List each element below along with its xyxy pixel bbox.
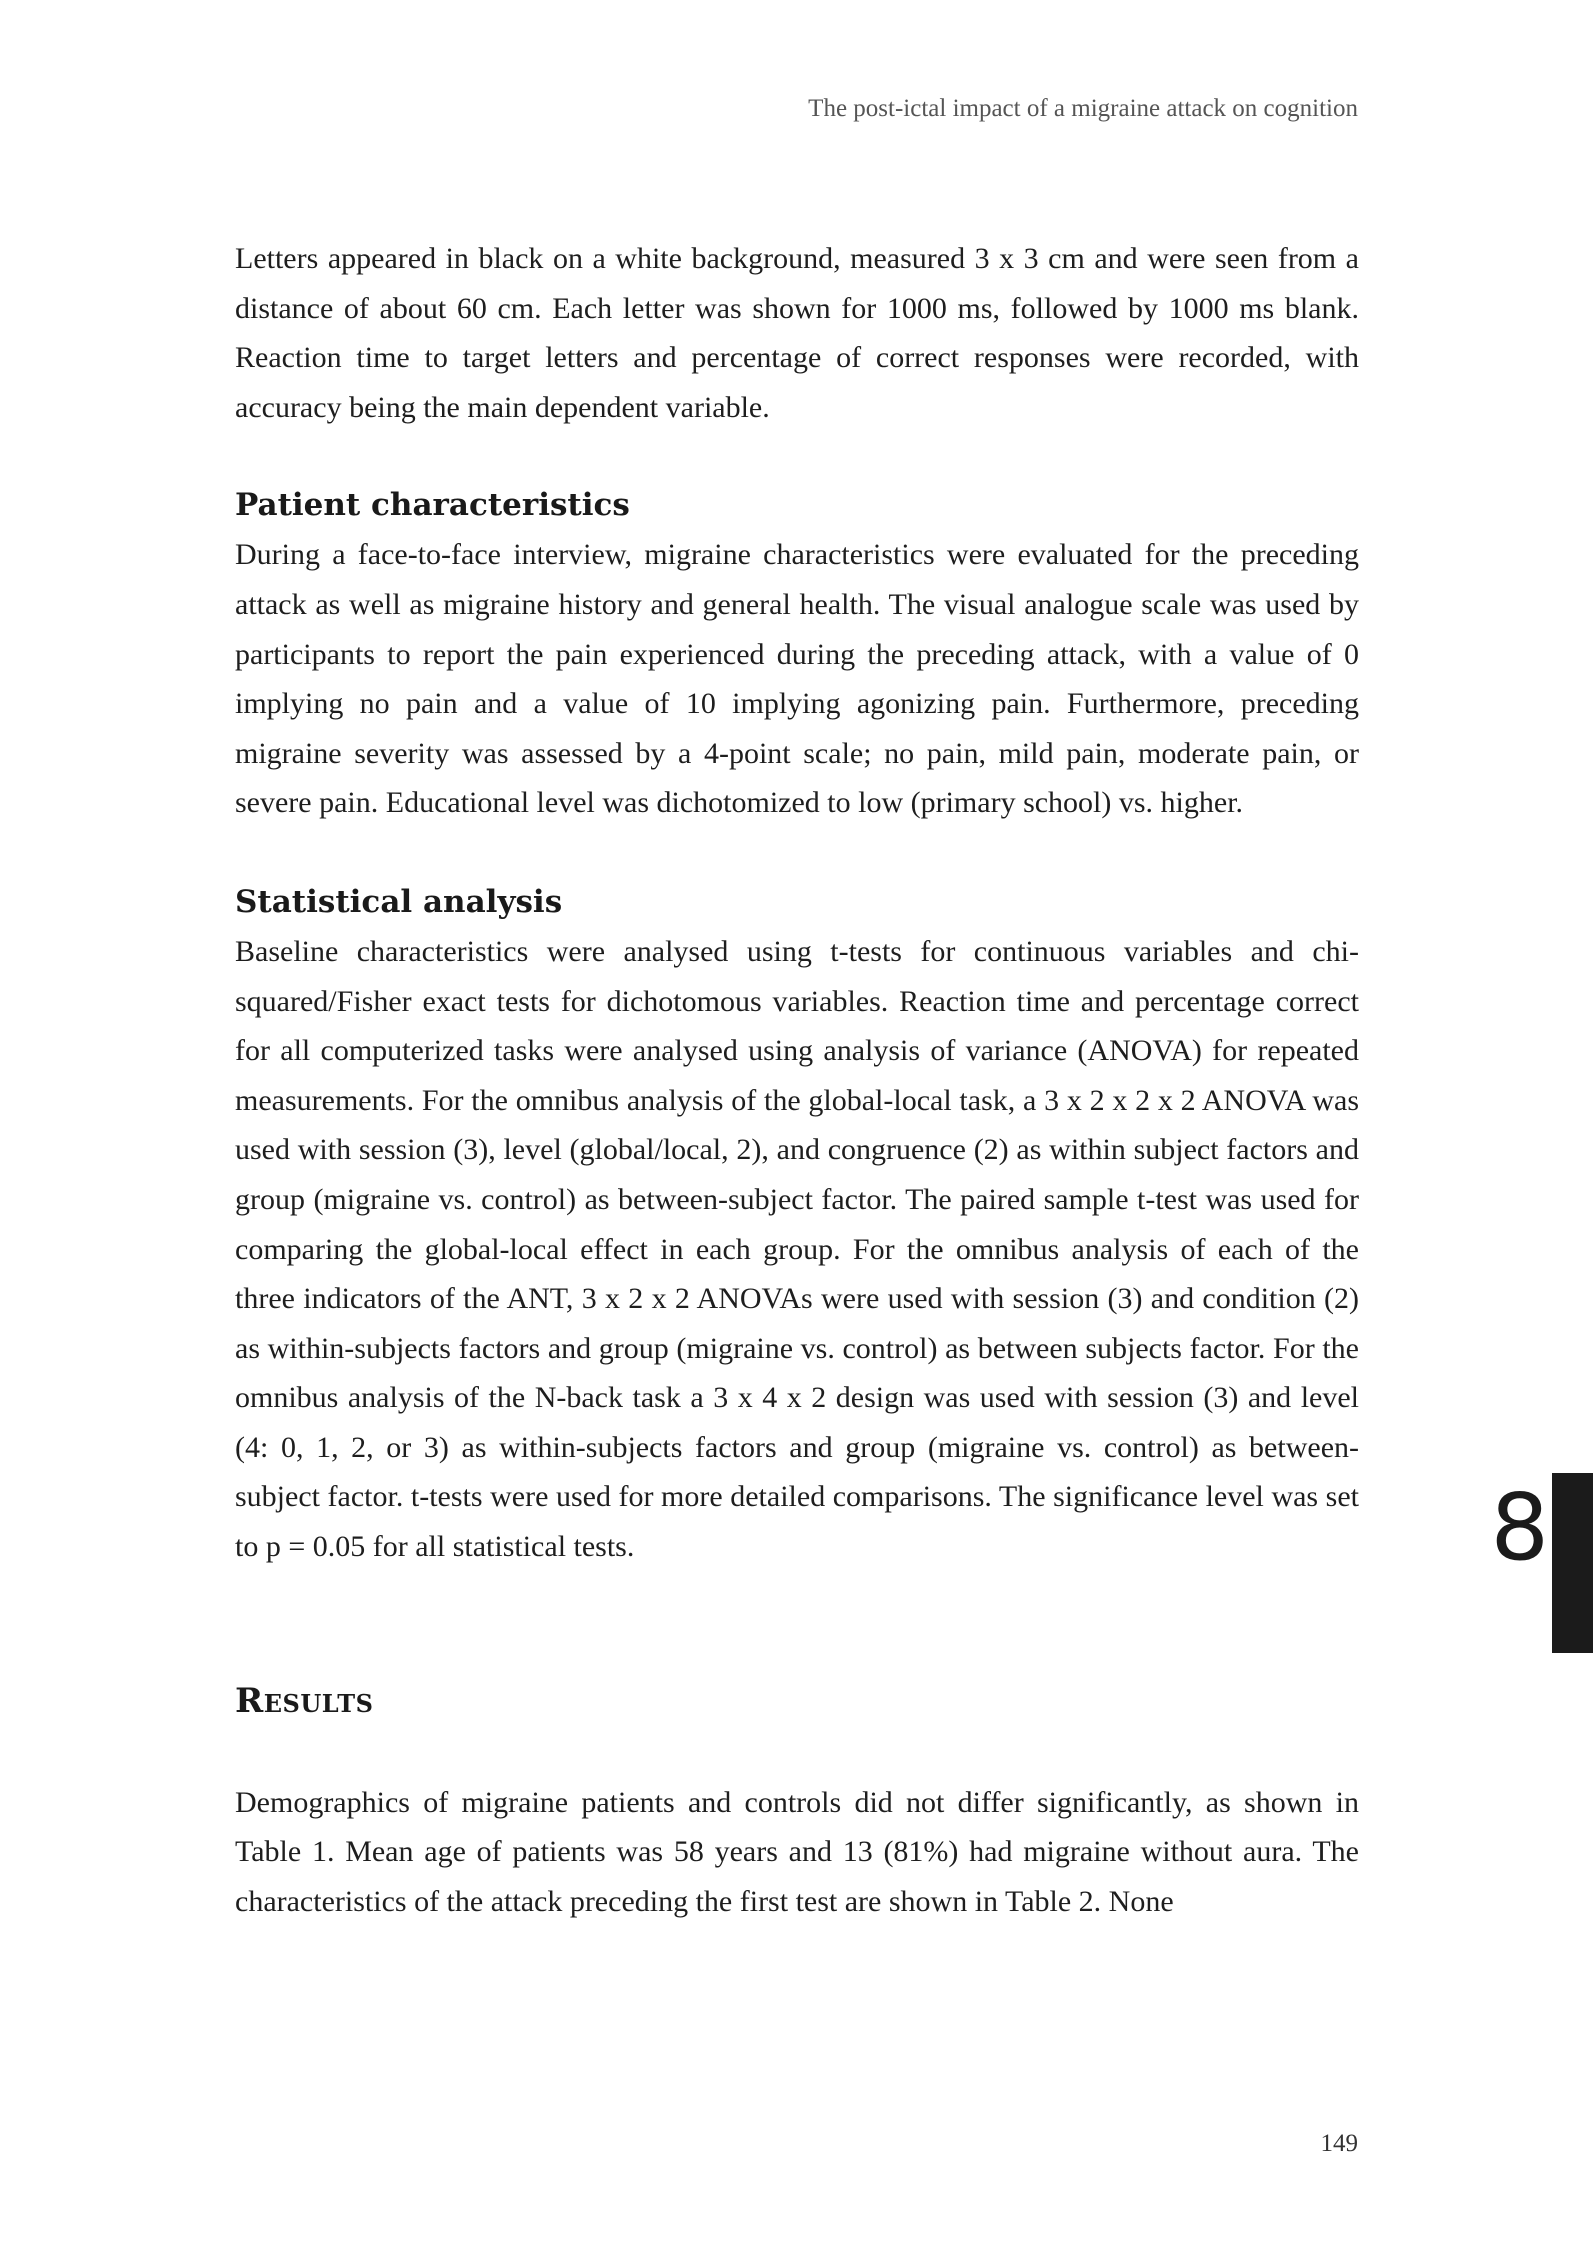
running-header: The post-ictal impact of a migraine attack on cognition [808, 95, 1358, 122]
patient-characteristics-paragraph: During a face-to-face interview, migraine characteristics were evaluated for the preceding attack as well as migraine history and general health. The visual analogue scale was used by participants to report the pain experienced during the preceding attack, with a value of 0 implying no pain and a value of 10 implying agonizing pain. Furthermore, preceding migraine severity was assessed by a 4-point scale; no pain, mild pain, moderate pain, or severe pain. Educational level was dichotomized to low (primary school) vs. higher. [235, 538, 1359, 820]
page-body [235, 234, 1359, 1926]
statistical-analysis-paragraph: Baseline characteristics were analysed using t-tests for continuous variables and chi-squared/Fisher exact tests for dichotomous variables. Reaction time and percentage correct for all computerized tasks were analysed using analysis of variance (ANOVA) for repeated measurements. For the omnibus analysis of the global-local task, a 3 x 2 x 2 x 2 ANOVA was used with session (3), level (global/local, 2), and congruence (2) as within subject factors and group (migraine vs. control) as between-subject factor. The paired sample t-test was used for comparing the global-local effect in each group. For the omnibus analysis of each of the three indicators of the ANT, 3 x 2 x 2 ANOVAs were used with session (3) and condition (2) as within-subjects factors and group (migraine vs. control) as between subjects factor. For the omnibus analysis of the N-back task a 3 x 4 x 2 design was used with session (3) and level (4: 0, 1, 2, or 3) as within-subjects factors and group (migraine vs. control) as between-subject factor. t-tests were used for more detailed comparisons. The significance level was set to p = 0.05 for all statistical tests. [235, 934, 1359, 1564]
chapter-thumb-tab [1552, 1473, 1593, 1653]
page-number: 149 [1320, 2130, 1358, 2157]
results-heading: Results [235, 1680, 374, 1721]
section-heading-statistical-analysis: Statistical analysis [235, 883, 563, 920]
intro-paragraph: Letters appeared in black on a white background, measured 3 x 3 cm and were seen from a distance of about 60 cm. Each letter was shown for 1000 ms, followed by 1000 ms blank. Reaction time to target letters and percentage of correct responses were recorded, with accuracy being the main dependent variable. [235, 242, 1359, 424]
section-heading-patient-characteristics: Patient characteristics [235, 487, 630, 524]
chapter-number: 8 [1490, 1474, 1549, 1581]
results-paragraph: Demographics of migraine patients and controls did not differ significantly, as shown in Table 1. Mean age of patients was 58 years and 13 (81%) had migraine without aura. The characteristics of the attack preceding the first test are shown in Table 2. None [235, 1785, 1359, 1918]
